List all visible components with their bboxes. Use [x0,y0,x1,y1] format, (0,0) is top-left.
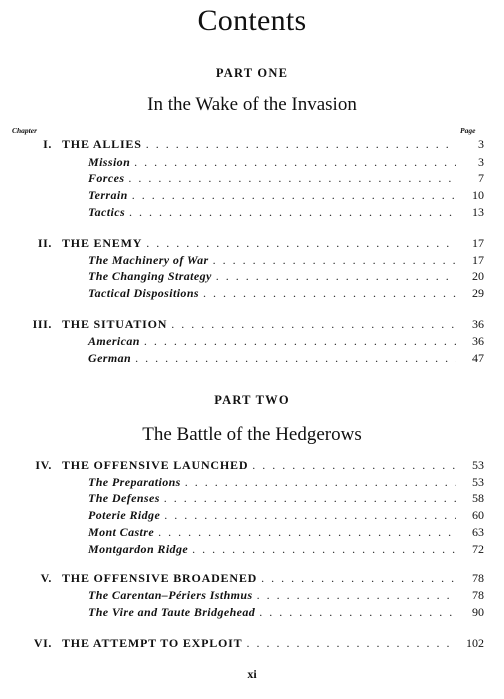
section-title: Tactics [88,205,126,219]
dot-leader [146,236,456,251]
dot-leader [134,155,456,170]
toc-section-row [10,491,484,508]
page-number: 3 [478,155,484,169]
toc-section-row [10,351,484,368]
page-number: 63 [472,525,484,539]
chapter-number: I. [43,137,52,151]
section-title: Mont Castre [88,525,155,539]
page-number: 53 [472,475,484,489]
page-column-head: Page [460,126,476,135]
chapter-title: THE ATTEMPT TO EXPLOIT [62,636,243,650]
section-title: The Vire and Taute Bridgehead [88,605,256,619]
toc-chapter-row [10,137,484,154]
dot-leader [185,475,456,490]
section-title: The Changing Strategy [88,269,212,283]
toc-chapter-row [10,236,484,253]
page-number: 53 [472,458,484,472]
toc-section-row [10,155,484,172]
part-one-title: In the Wake of the Invasion [147,94,357,115]
chapter-number: III. [32,317,52,331]
toc-section-row [10,188,484,205]
section-title: Poterie Ridge [88,508,161,522]
dot-leader [246,636,456,651]
page-number: 78 [472,571,484,585]
dot-leader [213,253,456,268]
toc-section-row [10,286,484,303]
toc-section-row [10,171,484,188]
toc-section-row [10,269,484,286]
part-one-label: PART ONE [215,66,289,80]
dot-leader [128,171,456,186]
dot-leader [252,458,456,473]
part-two-title: The Battle of the Hedgerows [142,424,362,445]
page-number: 90 [472,605,484,619]
toc-chapter-row [10,458,484,475]
dot-leader [144,334,456,349]
section-title: Montgardon Ridge [88,542,189,556]
chapter-number: IV. [35,458,52,472]
page-title: Contents [197,4,307,37]
page-number: 17 [472,253,484,267]
toc-section-row [10,205,484,222]
dot-leader [216,269,456,284]
dot-leader [129,205,456,220]
section-title: Terrain [88,188,128,202]
page-number: 17 [472,236,484,250]
toc-section-row [10,508,484,525]
chapter-column-head: Chapter [12,126,38,135]
page-number: 29 [472,286,484,300]
dot-leader [259,605,456,620]
dot-leader [132,188,456,203]
toc-chapter-row [10,571,484,588]
toc-chapter-row [10,636,484,653]
toc-section-row [10,525,484,542]
page-folio: xi [247,667,257,681]
page-number: 36 [472,334,484,348]
toc-section-row [10,605,484,622]
dot-leader [158,525,456,540]
dot-leader [257,588,456,603]
page-number: 58 [472,491,484,505]
chapter-title: THE OFFENSIVE BROADENED [62,571,258,585]
part-two-label: PART TWO [214,393,290,407]
dot-leader [171,317,456,332]
dot-leader [164,508,456,523]
page-number: 78 [472,588,484,602]
page-number: 60 [472,508,484,522]
section-title: American [88,334,140,348]
chapter-number: VI. [33,636,52,650]
page-number: 3 [478,137,484,151]
toc-chapter-row [10,317,484,334]
dot-leader [203,286,456,301]
chapter-number: V. [40,571,52,585]
dot-leader [164,491,456,506]
chapter-title: THE ENEMY [62,236,143,250]
section-title: German [88,351,132,365]
chapter-title: THE OFFENSIVE LAUNCHED [62,458,249,472]
page-number: 72 [472,542,484,556]
section-title: Mission [88,155,131,169]
toc-section-row [10,542,484,559]
dot-leader [146,137,456,152]
section-title: The Machinery of War [88,253,209,267]
dot-leader [192,542,456,557]
toc-section-row [10,475,484,492]
page-number: 20 [472,269,484,283]
chapter-title: THE SITUATION [62,317,168,331]
chapter-title: THE ALLIES [62,137,142,151]
section-title: Tactical Dispositions [88,286,199,300]
dot-leader [135,351,456,366]
page-number: 36 [472,317,484,331]
section-title: The Preparations [88,475,181,489]
toc-section-row [10,588,484,605]
section-title: The Carentan–Périers Isthmus [88,588,253,602]
toc-section-row [10,253,484,270]
toc-section-row [10,334,484,351]
page-number: 7 [478,171,484,185]
section-title: The Defenses [88,491,160,505]
page-number: 13 [472,205,484,219]
page-number: 47 [472,351,484,365]
chapter-number: II. [37,236,52,250]
section-title: Forces [88,171,125,185]
dot-leader [261,571,456,586]
page-number: 102 [466,636,484,650]
page-number: 10 [472,188,484,202]
